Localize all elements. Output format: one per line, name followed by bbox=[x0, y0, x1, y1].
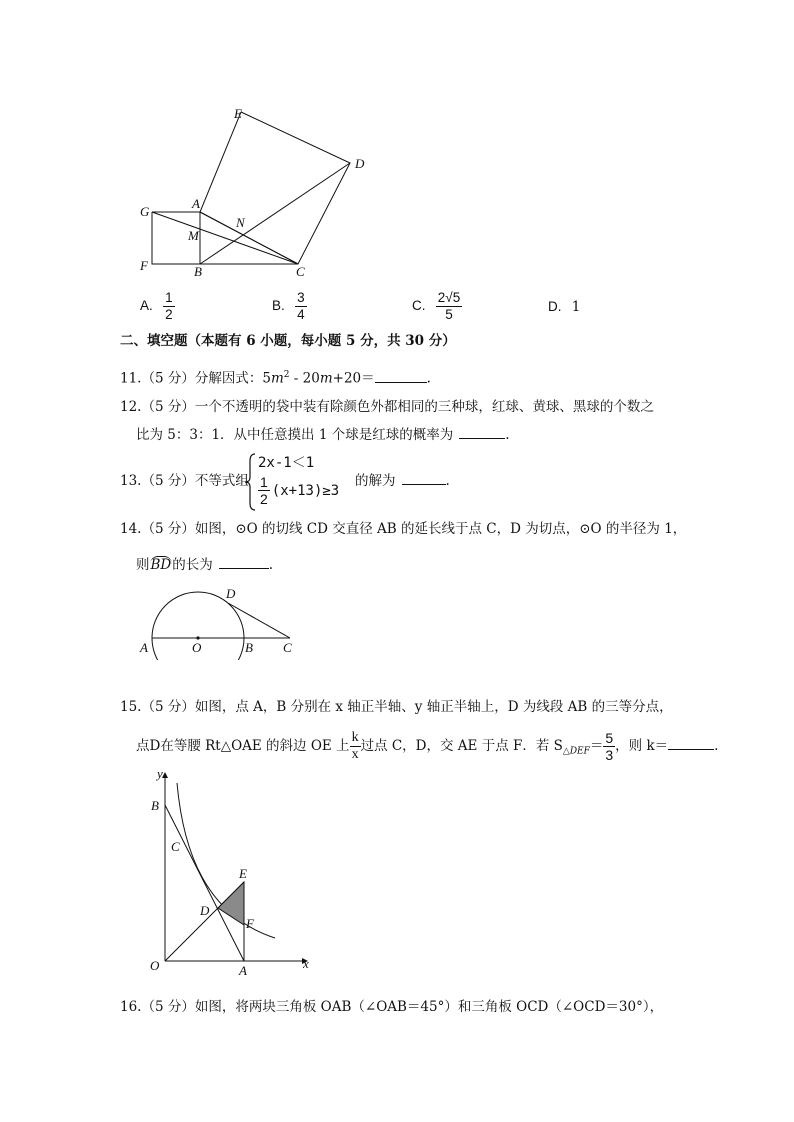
label-E: E bbox=[234, 106, 242, 121]
label-N: N bbox=[236, 215, 245, 230]
answer-blank bbox=[402, 472, 446, 485]
choice-c: C. $\frac{2√5}{5}$ bbox=[412, 290, 461, 322]
question-13-prefix: 13.（5 分）不等式组 bbox=[120, 473, 249, 489]
answer-blank bbox=[219, 556, 269, 569]
label-F: F bbox=[246, 916, 254, 931]
label-M: M bbox=[188, 228, 199, 243]
label-D: D bbox=[226, 586, 236, 601]
figure-geometry-square bbox=[130, 100, 370, 280]
figure-circle-tangent bbox=[135, 585, 305, 660]
choice-b-fraction: $\frac{3}{4}$ bbox=[297, 290, 305, 322]
figure-coordinate-hyperbola bbox=[135, 765, 320, 980]
label-A: A bbox=[192, 196, 200, 211]
label-B: B bbox=[245, 640, 253, 655]
choice-a: A. $\frac{1}{2}$ bbox=[140, 290, 173, 322]
label-A: A bbox=[239, 963, 247, 978]
answer-blank bbox=[668, 737, 714, 750]
question-11: 11.（5 分）分解因式：$5m^2 - 20m+20=$ . bbox=[120, 370, 431, 387]
question-16-line1: 16.（5 分）如图，将两块三角板 OAB（∠OAB＝45°）和三角板 OCD（∠OCD＝30°）， bbox=[120, 999, 664, 1015]
label-C: C bbox=[283, 640, 292, 655]
k-over-x: $\frac{k}{x}$ bbox=[351, 730, 359, 762]
label-O: O bbox=[150, 958, 160, 973]
choice-a-fraction: $\frac{1}{2}$ bbox=[165, 290, 173, 322]
label-C: C bbox=[296, 264, 305, 279]
choice-d: D. 1 bbox=[548, 299, 581, 315]
choice-b: B. $\frac{3}{4}$ bbox=[272, 290, 305, 322]
five-thirds: $\frac{5}{3}$ bbox=[605, 730, 614, 763]
label-B: B bbox=[151, 798, 159, 813]
question-15-line1: 15.（5 分）如图，点 A，B 分别在 x 轴正半轴、y 轴正半轴上，D 为线段 AB 的三等分点， bbox=[120, 699, 673, 715]
answer-blank bbox=[375, 370, 427, 383]
question-12-line2: 比为 5：3：1．从中任意摸出 1 个球是红球的概率为 . bbox=[136, 427, 510, 443]
label-x: x bbox=[303, 956, 309, 971]
label-D: D bbox=[355, 156, 365, 171]
question-12-line1: 12.（5 分）一个不透明的袋中装有除颜色外都相同的三种球，红球、黄球、黑球的个数之 bbox=[120, 399, 654, 415]
arc-bd: BD bbox=[150, 557, 172, 573]
question-13-suffix: 的解为 . bbox=[355, 473, 450, 489]
label-C: C bbox=[171, 839, 180, 854]
inequality-2-fraction: $\frac{1}{2}$ bbox=[260, 474, 268, 507]
question-15-line2: 点D在等腰 Rt△OAE 的斜边 OE 上 $\frac{k}{x}$ 过点 C，D，交 AE 于点 F．若 $S_{\triangle DEF}=$ $\frac{5}{3}$ ，则 k＝ . bbox=[136, 730, 719, 763]
label-B: B bbox=[194, 264, 202, 279]
inequality-1: 2x-1＜1 bbox=[258, 455, 315, 471]
section-heading: 二、填空题（本题有 6 小题，每小题 5 分，共 30 分） bbox=[120, 333, 456, 349]
label-F: F bbox=[140, 258, 148, 273]
label-A: A bbox=[140, 640, 148, 655]
inequality-2: $\frac{1}{2}$ (x+13)≥3 bbox=[260, 474, 340, 507]
label-E: E bbox=[239, 866, 247, 881]
label-D: D bbox=[200, 903, 210, 918]
question-14-line2: 则BD的长为 . bbox=[136, 557, 274, 573]
question-14-line1: 14.（5 分）如图，⊙O 的切线 CD 交直径 AB 的延长线于点 C，D 为切点，⊙O 的半径为 1， bbox=[120, 521, 687, 537]
choice-c-fraction: $\frac{2√5}{5}$ bbox=[437, 290, 461, 322]
label-O: O bbox=[192, 640, 202, 655]
brace-icon bbox=[244, 453, 256, 511]
label-G: G bbox=[140, 204, 150, 219]
label-y: y bbox=[157, 766, 163, 781]
answer-blank bbox=[459, 426, 505, 439]
